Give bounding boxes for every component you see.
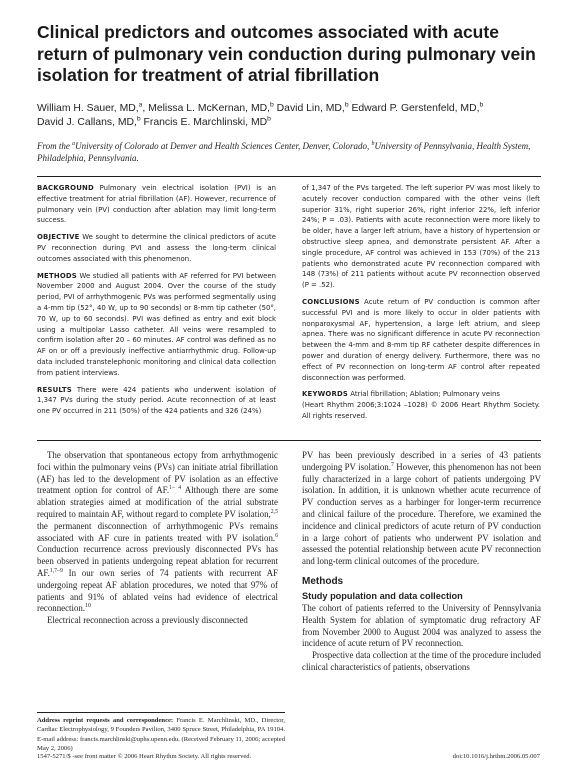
abstract-methods: METHODS We studied all patients with AF referred for PVI between November 2000 and August 2004. Over the course of the study period, PVI of arrhythmogenic PVs was performed segmentally using a 4-mm tip (52°, 40 W, up to 90 seconds) or 8-mm tip catheter (50°, 70 W, up to 60 seconds). PVI was defined as entry and exit block using a multipolar Lasso catheter. All veins were resampled to confirm isolation after 20 – 60 minutes. AF control was defined as no AF on or off a previously ineffective antiarrhythmic drug. Follow-up data included transtelephonic monitoring and clinical data collection from patient interviews. bbox=[37, 271, 276, 377]
body-right-column bbox=[302, 450, 541, 674]
abstract-citation: (Heart Rhythm 2006;3:1024 –1028) © 2006 Heart Rhythm Society. All rights reserved. bbox=[302, 401, 540, 420]
author: , Melissa L. McKernan, MD, bbox=[142, 103, 271, 114]
abstract-left-column bbox=[37, 183, 276, 423]
author: Francis E. Marchlinski, MD bbox=[140, 117, 268, 128]
methods-heading: Methods bbox=[302, 575, 344, 587]
abstract-keywords: KEYWORDS Atrial fibrillation; Ablation; Pulmonary veins bbox=[302, 390, 500, 399]
intro-paragraph-2: Electrical reconnection across a previously disconnected bbox=[47, 615, 248, 626]
abstract-objective: OBJECTIVE We sought to determine the clinical predictors of acute PV reconnection during PVI and assess the long-term clinical outcomes associated with this phenomenon. bbox=[37, 233, 276, 263]
abstract-right-column bbox=[302, 183, 540, 428]
author: Edward P. Gerstenfeld, MD, bbox=[348, 103, 480, 114]
abstract-conclusions: CONCLUSIONS Acute return of PV conduction is common after successful PVI and is more likely to occur in older patients with nonparoxysmal AF, hypertension, a large left atrium, and sleep apnea. There was no significant difference in acute PV reconnection between the 4-mm and 8-mm tip RF catheter despite differences in power and duration of energy delivery. Furthermore, there was no effect of PV reconnection on long-term AF control after repeated disconnection was performed. bbox=[302, 297, 540, 382]
methods-paragraph-1: The cohort of patients referred to the University of Pennsylvania Health System for ablation of symptomatic drug refractory AF from November 2000 to August 2004 was analyzed to assess the incidence of acute return of PV reconnection. bbox=[302, 602, 541, 649]
intro-paragraph-cont: PV has been previously described in a series of 43 patients undergoing PV isolation.$^7$ However, this phenomenon has not been fully characterized in a large cohort of patients undergoing PV isolation. In addition, it is unknown whether acute recurrence of PV conduction serves as a harbinger for longer-term recurrence and clinical failure of the procedure. Therefore, we examined the incidence and clinical predictors of acute return of PV conduction in a large cohort of patients who underwent PV isolation and assessed the potential relationship between acute PV reconnection and long-term clinical outcomes of the procedure. bbox=[302, 450, 542, 567]
affiliations: From the $^a$University of Colorado at Denver and Health Sciences Center, Denver, Colorado, $^b$University of Pennsylvania, Health System, Philadelphia, Pennsylvania. bbox=[37, 141, 531, 163]
author: David Lin, MD, bbox=[273, 103, 345, 114]
abstract-divider bbox=[37, 440, 541, 441]
author-list: William H. Sauer, MD,$^a$, Melissa L. McKernan, MD,$^b$ David Lin, MD,$^b$ Edward P. Gerstenfeld, MD,$^b$ David J. Callans, MD,$^b$ Francis E. Marchlinski, $MD^b$ bbox=[37, 101, 484, 128]
body-left-column bbox=[37, 450, 278, 627]
abstract-results: RESULTS There were 424 patients who underwent isolation of 1,347 PVs during the study period. Acute reconnection of at least one PV occurred in 211 (50%) of the 424 patients and 326 (24%) bbox=[37, 385, 276, 416]
article-title: Clinical predictors and outcomes associated with acute return of pulmonary vein conduction during pulmonary vein isolation for treatment of atrial fibrillation bbox=[37, 22, 536, 85]
header-divider bbox=[37, 176, 541, 177]
abstract-results-cont: of 1,347 of the PVs targeted. The left superior PV was most likely to acutely recover conduction compared with the other veins (left superior 31%, right superior 26%, right inferior 22%, left inferior 24%; P = .03). Patients with acute reconnection were more likely to be older, have a larger left atrium, have a history of hypertension or obstructive sleep apnea, and demonstrate persistent AF. After a single procedure, AF control was achieved in 153 (70%) of the 213 patients who demonstrated acute PV reconnection compared with 148 (73%) of 211 patients without acute PV reconnection observed (P = .52). bbox=[302, 184, 540, 290]
footer-doi: doi:10.1016/j.hrthm.2006.05.007 bbox=[452, 753, 540, 760]
study-population-subheading: Study population and data collection bbox=[302, 590, 463, 601]
author: David J. Callans, MD, bbox=[37, 117, 137, 128]
abstract-background: BACKGROUND Pulmonary vein electrical isolation (PVI) is an effective treatment for atrial fibrillation (AF). However, recurrence of pulmonary vein (PV) conduction after ablation may limit long-term success. bbox=[37, 184, 276, 225]
methods-paragraph-2: Prospective data collection at the time of the procedure included clinical characteristics of patients, observations bbox=[302, 650, 541, 672]
author: William H. Sauer, MD, bbox=[37, 103, 139, 114]
correspondence-footnote: Address reprint requests and correspondence: Francis E. Marchlinski, MD., Director, Cardiac Electrophysiology, 9 Founders Pavilion, 3400 Spruce Street, Philadelphia, PA 19104. E-mail address: francis.marchlinski@uphs.upenn.edu. (Received February 11, 2006; accepted May 2, 2006) bbox=[37, 717, 285, 753]
intro-paragraph: The observation that spontaneous ectopy from arrhythmogenic foci within the pulmonary veins (PVs) can initiate atrial fibrillation (AF) has led to the development of PV isolation as an effective treatment option for control of AF.$^{1- 4}$ Although there are some ablation strategies aimed at modification of the atrial substrate required to maintain AF, without regard to complete PV isolation,$^{2,5}$ the permanent disconnection of arrhythmogenic PVs remains associated with AF cure in patients treated with PV isolation.$^6$ Conduction recurrence across previously disconnected PVs has been observed in patients undergoing repeat ablation for recurrent AF.$^{1,7-9}$ In our own series of 74 patients with recurrent AF undergoing repeat AF ablation procedures, we noted that 97% of patients and 91% of ablated veins had evidence of electrical reconnection.$^{10}$ bbox=[37, 450, 279, 614]
footer-copyright: 1547-5271/$ -see front matter © 2006 Heart Rhythm Society. All rights reserved. bbox=[37, 753, 252, 760]
footnote-divider bbox=[37, 712, 285, 713]
